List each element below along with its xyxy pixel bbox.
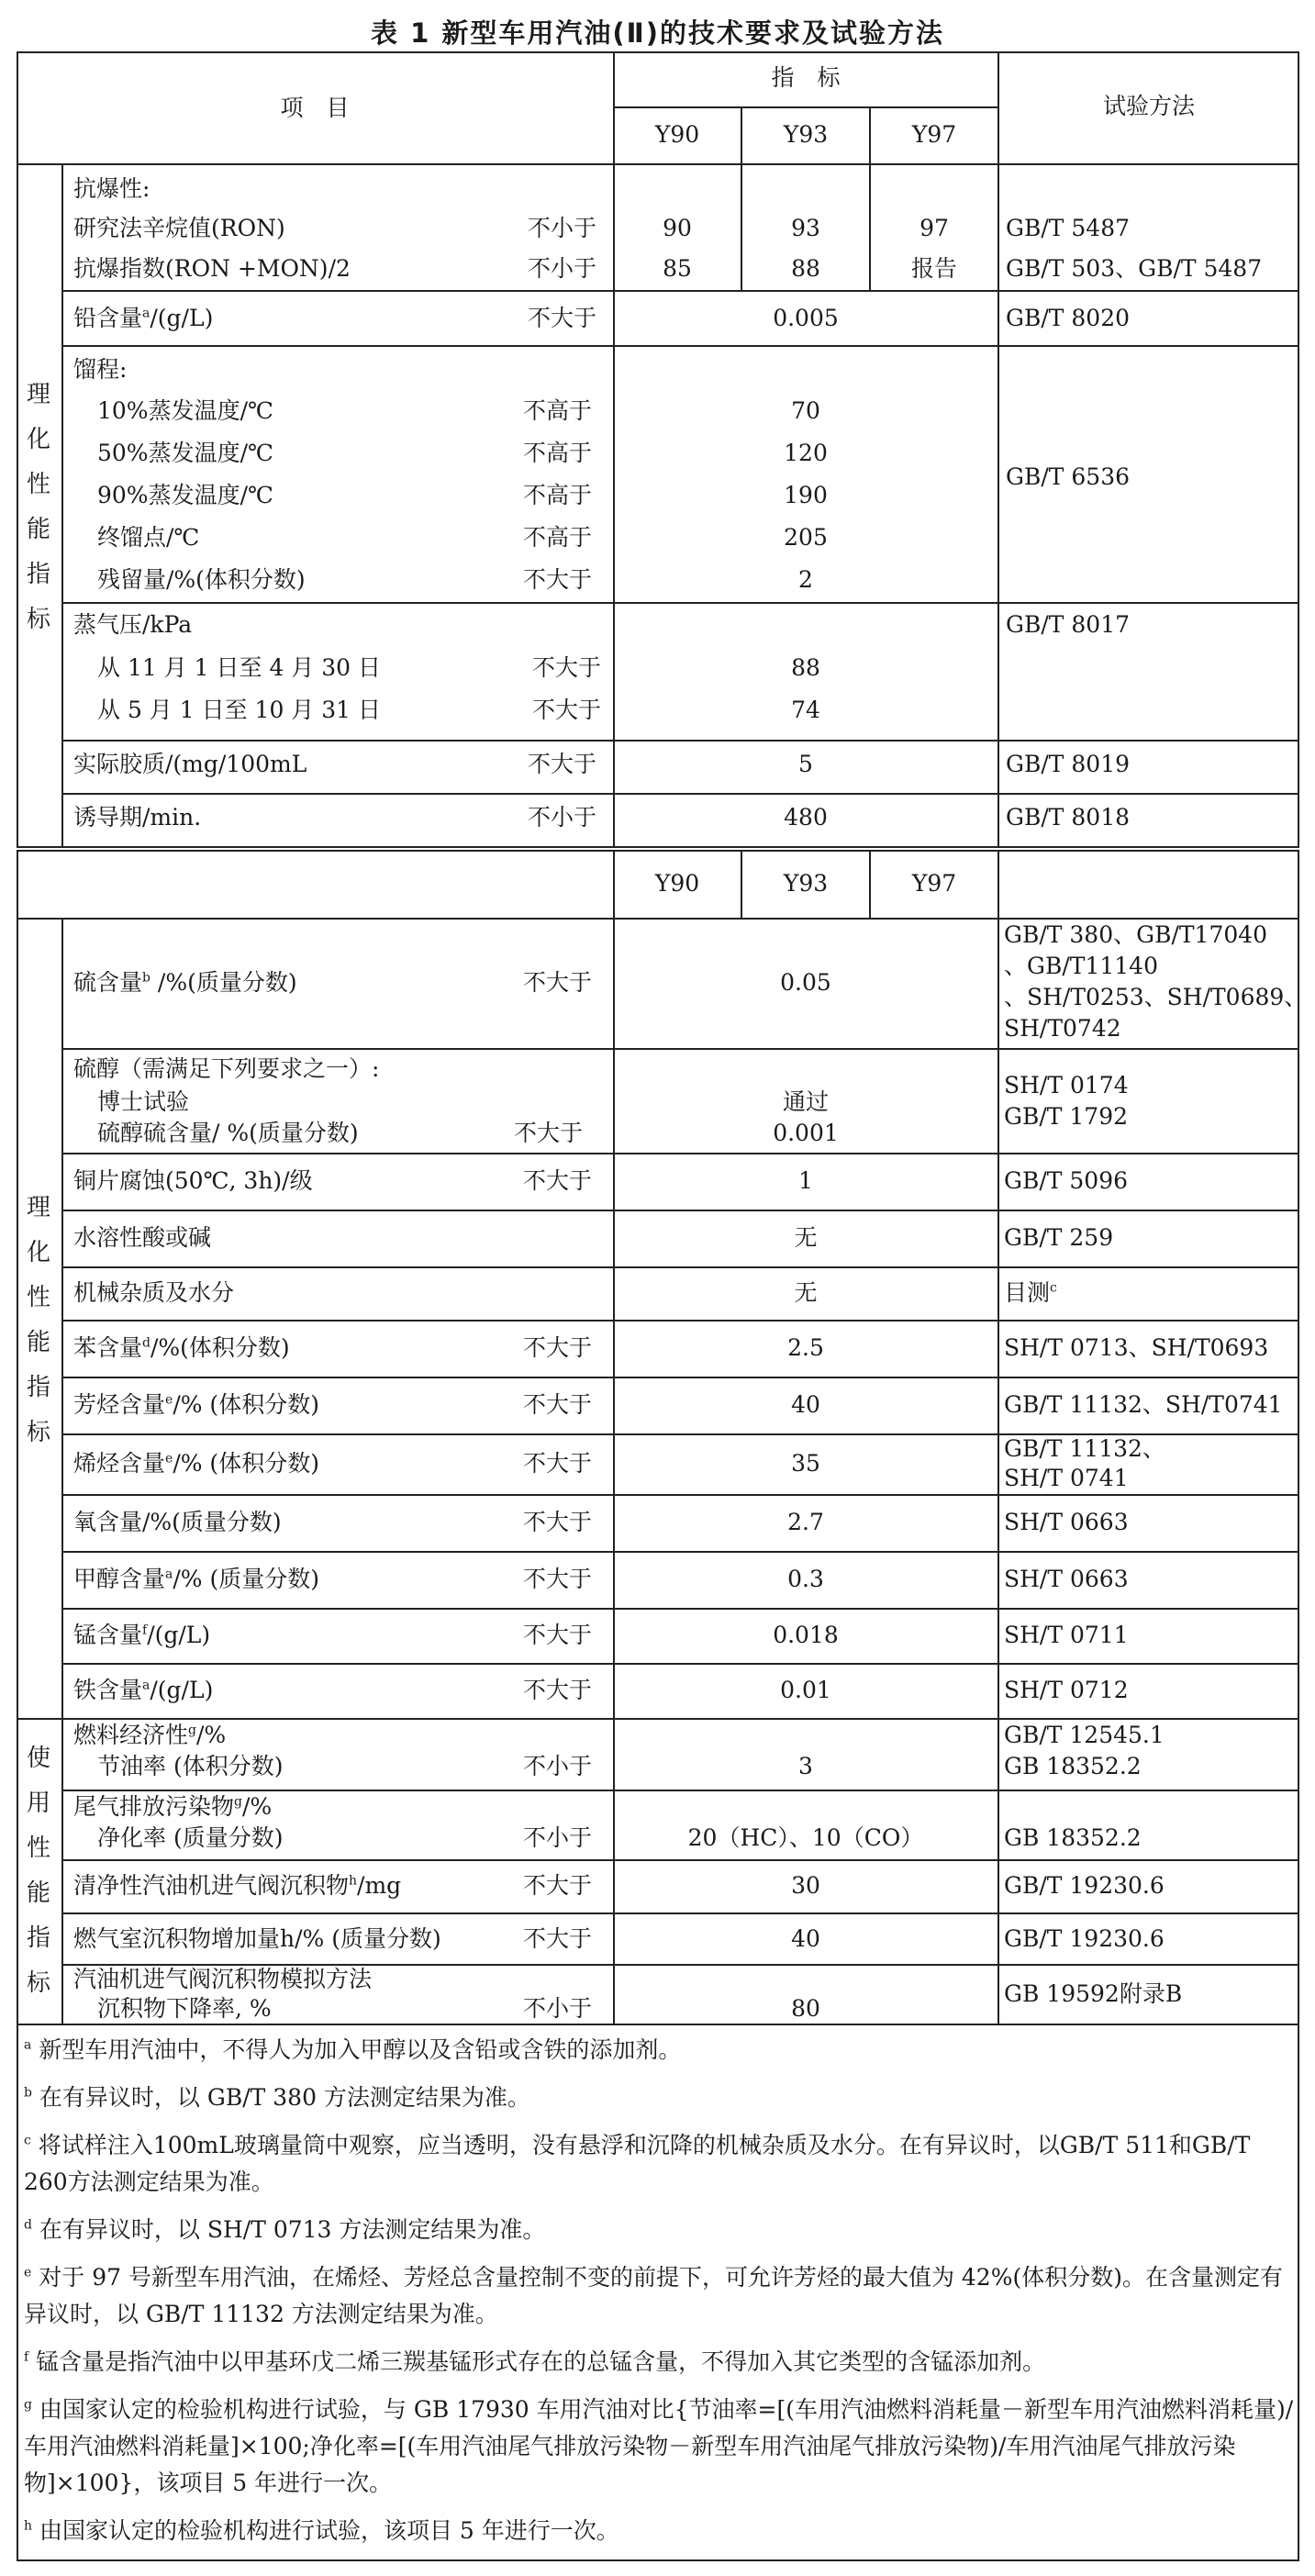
methanol-limit: 不大于	[523, 1566, 593, 1592]
chamber-value: 40	[791, 1925, 820, 1952]
ron-y93: 93	[791, 215, 820, 241]
chamber-limit: 不大于	[523, 1925, 593, 1952]
vapor-winter-limit: 不大于	[532, 654, 602, 681]
grade-y97-repeat: Y97	[911, 870, 957, 897]
antiknock-label: 抗爆性:	[73, 175, 150, 202]
dist-90-value: 190	[784, 482, 828, 508]
induction-value: 480	[784, 804, 828, 831]
aki-y93: 88	[791, 255, 820, 282]
gum-method: GB/T 8019	[1006, 751, 1131, 777]
footnote-c: $^c$ 将试样注入100mL玻璃量筒中观察，应当透明，没有悬浮和沉降的机械杂质及水分。在有异议时，以GB/T 511和GB/T 260方法测定结果为准。	[24, 2132, 1251, 2195]
dist-50-value: 120	[784, 440, 828, 466]
footnote-e: $^e$ 对于 97 号新型车用汽油，在烯烃、芳烃总含量控制不变的前提下，可允许芳烃的最大值为 42%(体积分数)。在含量测定有异议时，以 GB/T 11132 方法测定结果为准。	[24, 2264, 1283, 2327]
footnote-g: $^g$ 由国家认定的检验机构进行试验，与 GB 17930 车用汽油对比{节油率=[(车用汽油燃料消耗量－新型车用汽油燃料消耗量)/车用汽油燃料消耗量]×100;净化率=[(车用汽油尾气排放污染物－新型车用汽油尾气排放污染物)/车用汽油尾气排放污染物]×100}，该项目 5 年进行一次。	[24, 2396, 1294, 2496]
methanol-name: 甲醇含量$^a$/% (质量分数)	[73, 1566, 320, 1592]
lead-method: GB/T 8020	[1006, 305, 1131, 331]
aki-method: GB/T 503、GB/T 5487	[1006, 255, 1263, 282]
sulfur-method-2: 、GB/T11140	[1004, 953, 1158, 979]
gum-limit: 不大于	[528, 751, 597, 777]
category-physchem-2: 理 化 性 能 指 标	[26, 1194, 50, 1446]
benzene-name: 苯含量$^d$/%(体积分数)	[73, 1334, 290, 1361]
aki-y90: 85	[663, 255, 692, 282]
economy-method-1: GB/T 12545.1	[1004, 1722, 1165, 1748]
valve-name: 清净性汽油机进气阀沉积物$^h$/mg	[73, 1872, 402, 1899]
olefins-value: 35	[791, 1450, 820, 1477]
olefins-method-1: GB/T 11132、	[1004, 1435, 1165, 1462]
lead-value: 0.005	[773, 305, 839, 331]
manganese-method: SH/T 0711	[1004, 1622, 1129, 1648]
copper-name: 铜片腐蚀(50℃, 3h)/级	[73, 1167, 313, 1194]
manganese-name: 锰含量$^f$/(g/L)	[73, 1622, 211, 1648]
ron-y90: 90	[663, 215, 692, 241]
header-indicator: 指 标	[771, 64, 841, 91]
dist-end-name: 终馏点/℃	[97, 524, 200, 551]
olefins-method-2: SH/T 0741	[1004, 1465, 1129, 1491]
aki-y97: 报告	[910, 255, 957, 282]
dist-50-name: 50%蒸发温度/℃	[97, 440, 273, 466]
sim-value: 80	[791, 1995, 820, 2022]
mercaptan-sulfur-name: 硫醇硫含量/ %(质量分数)	[97, 1120, 359, 1146]
aki-limit: 不小于	[528, 255, 597, 282]
sim-limit: 不小于	[523, 1995, 593, 2022]
aromatics-limit: 不大于	[523, 1391, 593, 1418]
dist-10-value: 70	[791, 397, 820, 424]
lead-name: 铅含量$^a$/(g/L)	[73, 305, 214, 331]
valve-value: 30	[791, 1872, 820, 1899]
grade-y97: Y97	[911, 121, 957, 148]
copper-limit: 不大于	[523, 1167, 593, 1194]
vapor-summer-name: 从 5 月 1 日至 10 月 31 日	[97, 697, 382, 723]
dist-10-name: 10%蒸发温度/℃	[97, 397, 273, 424]
economy-method-2: GB 18352.2	[1004, 1753, 1142, 1779]
methanol-method: SH/T 0663	[1004, 1566, 1129, 1592]
header-item: 项 目	[280, 95, 350, 121]
iron-method: SH/T 0712	[1004, 1677, 1129, 1703]
chamber-method: GB/T 19230.6	[1004, 1925, 1165, 1952]
distillation-method: GB/T 6536	[1006, 463, 1131, 490]
vapor-winter-value: 88	[791, 654, 820, 681]
emission-limit: 不小于	[523, 1824, 593, 1851]
vapor-summer-value: 74	[791, 697, 820, 723]
manganese-limit: 不大于	[523, 1622, 593, 1648]
economy-sub: 节油率 (体积分数)	[97, 1753, 284, 1779]
table-title: 表 1 新型车用汽油(Ⅱ)的技术要求及试验方法	[371, 17, 944, 49]
footnote-d: $^d$ 在有异议时，以 SH/T 0713 方法测定结果为准。	[24, 2216, 546, 2243]
sim-method: GB 19592附录B	[1004, 1980, 1183, 2007]
dist-residue-name: 残留量/%(体积分数)	[97, 566, 306, 593]
distillation-label: 馏程:	[73, 356, 128, 383]
dist-end-limit: 不高于	[523, 524, 593, 551]
sulfur-value: 0.05	[780, 969, 831, 996]
doctor-test: 博士试验	[97, 1088, 190, 1115]
chamber-name: 燃气室沉积物增加量h/% (质量分数)	[73, 1925, 441, 1952]
header-method: 试验方法	[1102, 93, 1195, 119]
dist-end-value: 205	[784, 524, 828, 551]
economy-label: 燃料经济性$^g$/%	[73, 1722, 227, 1748]
dist-50-limit: 不高于	[523, 440, 593, 466]
grade-y93: Y93	[783, 121, 829, 148]
methanol-value: 0.3	[787, 1566, 824, 1592]
economy-limit: 不小于	[523, 1753, 593, 1779]
grade-y90-repeat: Y90	[654, 870, 700, 897]
dist-90-name: 90%蒸发温度/℃	[97, 482, 273, 508]
gum-value: 5	[798, 751, 813, 777]
footnote-f: $^f$ 锰含量是指汽油中以甲基环戊二烯三羰基锰形式存在的总锰含量，不得加入其它类型的含锰添加剂。	[24, 2348, 1046, 2375]
dist-residue-value: 2	[798, 566, 813, 593]
induction-limit: 不小于	[528, 804, 597, 831]
olefins-limit: 不大于	[523, 1450, 593, 1477]
oxygen-limit: 不大于	[523, 1509, 593, 1535]
emission-label: 尾气排放污染物$^g$/%	[73, 1793, 273, 1820]
grade-y93-repeat: Y93	[783, 870, 829, 897]
sulfur-name: 硫含量$^b$ /%(质量分数)	[73, 969, 297, 996]
footnote-h: $^h$ 由国家认定的检验机构进行试验，该项目 5 年进行一次。	[24, 2517, 619, 2544]
oxygen-value: 2.7	[787, 1509, 824, 1535]
aromatics-value: 40	[791, 1391, 820, 1418]
category-physchem-1: 理 化 性 能 指 标	[26, 381, 50, 633]
manganese-value: 0.018	[773, 1622, 839, 1648]
valve-method: GB/T 19230.6	[1004, 1872, 1165, 1899]
benzene-limit: 不大于	[523, 1334, 593, 1361]
induction-method: GB/T 8018	[1006, 804, 1131, 831]
emission-value: 20（HC）、10（CO）	[687, 1824, 924, 1851]
emission-method: GB 18352.2	[1004, 1824, 1142, 1851]
emission-sub: 净化率 (质量分数)	[97, 1824, 284, 1851]
ron-limit: 不小于	[528, 215, 597, 241]
aromatics-name: 芳烃含量$^e$/% (体积分数)	[73, 1391, 319, 1418]
benzene-value: 2.5	[787, 1334, 824, 1361]
olefins-name: 烯烃含量$^e$/% (体积分数)	[73, 1450, 319, 1477]
mercaptan-method-2: GB/T 1792	[1004, 1103, 1129, 1130]
lead-limit: 不大于	[528, 305, 597, 331]
gum-name: 实际胶质/(mg/100mL	[73, 751, 307, 777]
vapor-winter-name: 从 11 月 1 日至 4 月 30 日	[97, 654, 382, 681]
dist-residue-limit: 不大于	[523, 566, 593, 593]
mercaptan-limit: 不大于	[514, 1120, 584, 1146]
footnote-a: $^a$ 新型车用汽油中，不得人为加入甲醇以及含铅或含铁的添加剂。	[24, 2036, 682, 2063]
impurities-method: 目测$^c$	[1004, 1279, 1057, 1306]
doctor-value: 通过	[782, 1088, 829, 1115]
copper-method: GB/T 5096	[1004, 1167, 1129, 1194]
sulfur-method-3: 、SH/T0253、SH/T0689、	[1004, 984, 1308, 1010]
sulfur-method-4: SH/T0742	[1004, 1015, 1121, 1042]
vapor-method: GB/T 8017	[1006, 611, 1131, 638]
dist-90-limit: 不高于	[523, 482, 593, 508]
vapor-summer-limit: 不大于	[532, 697, 602, 723]
mercaptan-sulfur-value: 0.001	[773, 1120, 839, 1146]
mercaptan-label: 硫醇（需满足下列要求之一）:	[73, 1055, 380, 1082]
water-acid-method: GB/T 259	[1004, 1224, 1114, 1251]
sulfur-limit: 不大于	[523, 969, 593, 996]
sulfur-method-1: GB/T 380、GB/T17040	[1004, 921, 1268, 948]
sim-label: 汽油机进气阀沉积物模拟方法	[73, 1966, 373, 1992]
category-usage: 使 用 性 能 指 标	[26, 1745, 50, 1997]
oxygen-name: 氧含量/%(质量分数)	[73, 1509, 282, 1535]
economy-value: 3	[798, 1753, 813, 1779]
benzene-method: SH/T 0713、SH/T0693	[1004, 1334, 1269, 1361]
dist-10-limit: 不高于	[523, 397, 593, 424]
aki-name: 抗爆指数(RON +MON)/2	[73, 255, 351, 282]
aromatics-method: GB/T 11132、SH/T0741	[1004, 1391, 1283, 1418]
ron-name: 研究法辛烷值(RON)	[73, 215, 285, 241]
vapor-label: 蒸气压/kPa	[73, 611, 193, 638]
footnote-b: $^b$ 在有异议时，以 GB/T 380 方法测定结果为准。	[24, 2084, 530, 2111]
grade-y90: Y90	[654, 121, 700, 148]
mercaptan-method-1: SH/T 0174	[1004, 1072, 1129, 1098]
water-acid-name: 水溶性酸或碱	[73, 1224, 212, 1251]
iron-name: 铁含量$^a$/(g/L)	[73, 1677, 214, 1703]
copper-value: 1	[798, 1167, 813, 1194]
ron-method: GB/T 5487	[1006, 215, 1131, 241]
valve-limit: 不大于	[523, 1872, 593, 1899]
induction-name: 诱导期/min.	[73, 804, 202, 831]
oxygen-method: SH/T 0663	[1004, 1509, 1129, 1535]
sim-sub: 沉积物下降率, %	[97, 1995, 272, 2022]
impurities-name: 机械杂质及水分	[73, 1279, 235, 1306]
iron-limit: 不大于	[523, 1677, 593, 1703]
ron-y97: 97	[919, 215, 949, 241]
iron-value: 0.01	[780, 1677, 831, 1703]
impurities-value: 无	[794, 1279, 818, 1306]
water-acid-value: 无	[794, 1224, 818, 1251]
